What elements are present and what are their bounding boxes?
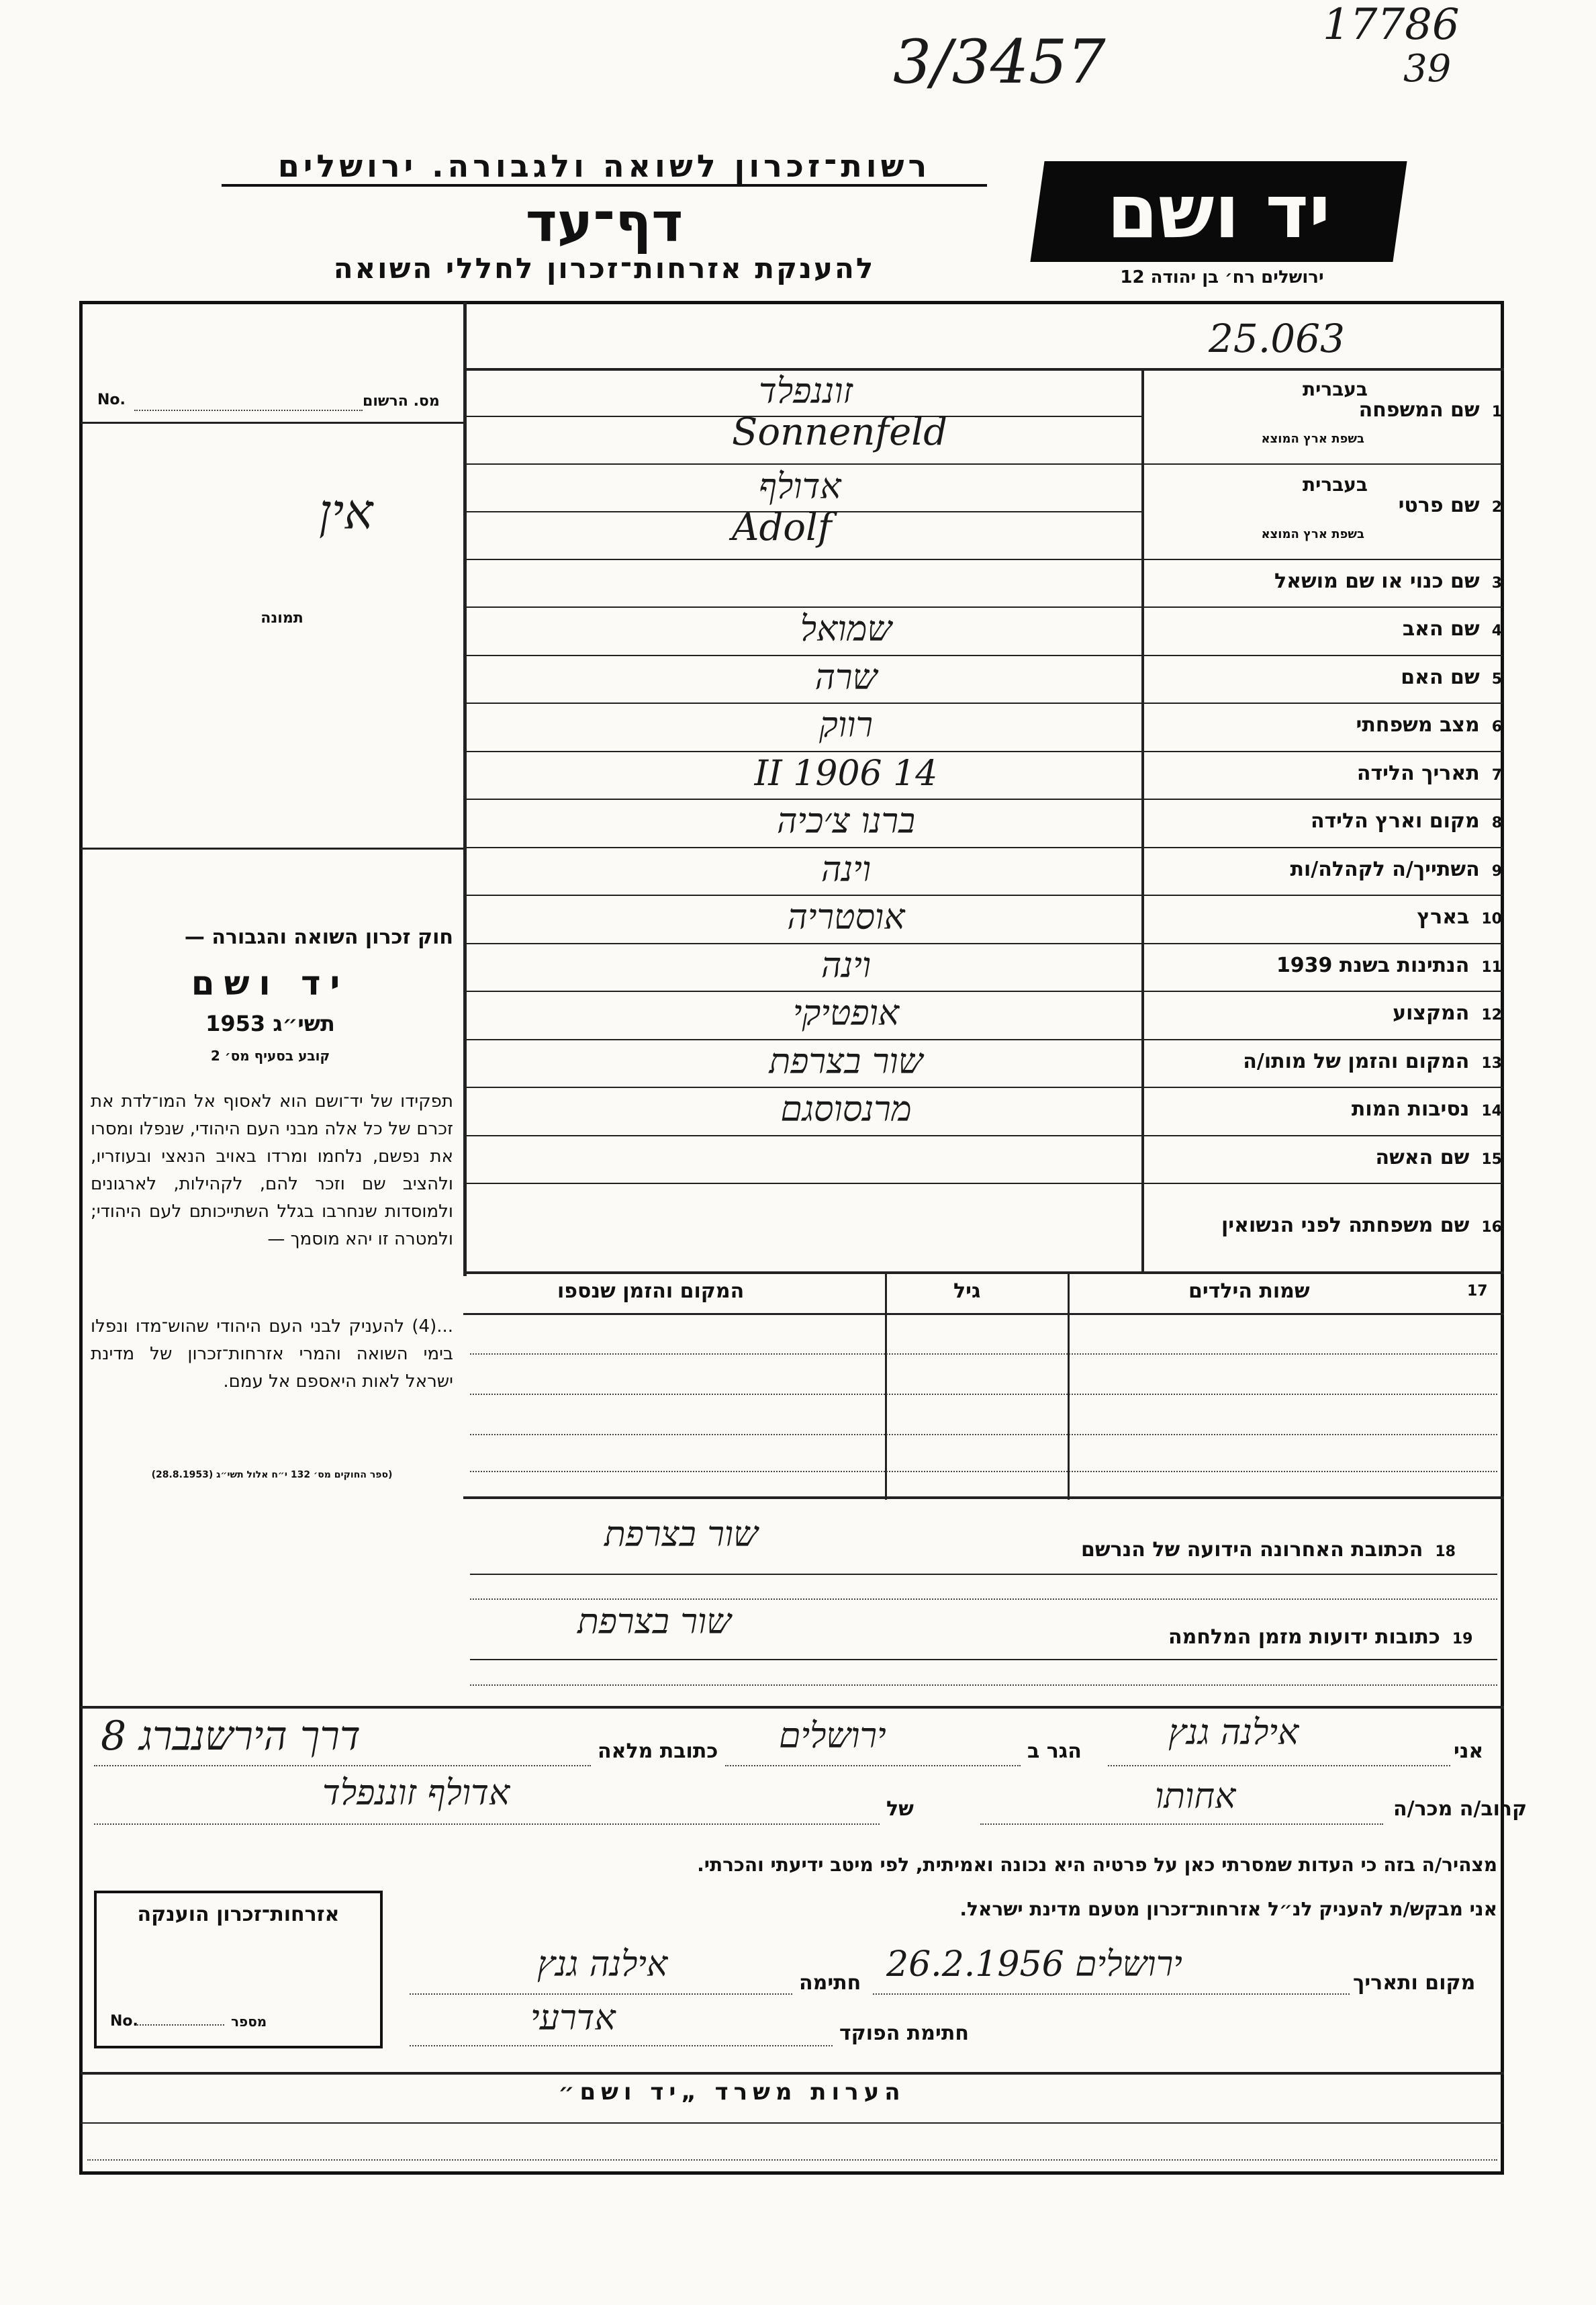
declarant-label: אני xyxy=(1454,1739,1484,1763)
field-16-label: 16שם משפחתה לפני הנשואין xyxy=(1221,1214,1502,1237)
field-9-label: 9השתייך/ה לקהלה/ות xyxy=(1290,857,1502,881)
field-7-value: 14 II 1906 xyxy=(754,754,938,794)
page-number: 17786 xyxy=(1323,0,1460,50)
full-address-value: דרך הירשנברג 8 xyxy=(101,1713,361,1760)
field-7-label: 7תאריך הלידה xyxy=(1356,761,1502,785)
official-signature-value: אדרעי xyxy=(530,1998,616,2038)
signature-label: חתימה xyxy=(799,1971,861,1995)
field-11-value: וינה xyxy=(820,946,872,986)
field-15-label: 15שם האשה xyxy=(1375,1145,1502,1169)
resides-label: הגר ב xyxy=(1027,1739,1082,1763)
field-12-label: 12המקצוע xyxy=(1393,1001,1502,1025)
field-14-label: 14נסיבות המות xyxy=(1351,1097,1502,1121)
photo-handwritten: אין xyxy=(319,484,373,540)
statement: מצהיר/ה בזה כי העדות שמסרתי כאן על פרטיה היא נכונה ואמיתית, לפי מיטב ידיעתי והכרתי. xyxy=(697,1854,1497,1876)
yad-vashem-logo: יד ושם xyxy=(1030,161,1407,262)
resides-value: ירושלים xyxy=(779,1716,886,1756)
photo-label: תמונה xyxy=(261,610,303,627)
field-5-label: 5שם האם xyxy=(1401,665,1502,689)
address-18-label: 18הכתובת האחרונה הידועה של הנרשם xyxy=(1081,1538,1456,1562)
field-2-label: 2שם פרטי xyxy=(1398,494,1502,517)
authority-name: רשות־זכרון לשואה ולגבורה. ירושלים xyxy=(222,148,987,187)
field-6-label: 6מצב משפחתי xyxy=(1356,713,1502,737)
field-1-hebrew-value: זוננפלד xyxy=(759,371,853,412)
children-num: 17 xyxy=(1467,1283,1488,1300)
field-1-hebrew-sublabel: בעברית xyxy=(1302,378,1368,400)
children-names-header: שמות הילדים xyxy=(1188,1279,1310,1303)
law-paragraph-1: תפקידו של יד־ושם הוא לאסוף אל המו־לדת את זכרם של כל אלה מבני העם היהודי, שנפלו ומסרו את נפשם, נלחמו ומרדו באויב הנאצי ובעוזריו, ולהציב שם וזכר להם, לקהילות, לארגונים ולמוסדות שנחרבו בגלל השתייכותם לעם היהודי; ולמטרה זו יהא מוסמך — xyxy=(91,1091,453,1249)
relative-label: קרוב/ה מכר/ה xyxy=(1393,1797,1528,1821)
field-10-label: 10בארץ xyxy=(1417,905,1502,929)
full-address-label: כתובת מלאה xyxy=(598,1739,718,1763)
certificate-title: אזרחות־זכרון הוענקה xyxy=(137,1903,340,1926)
field-8-label: 8מקום וארץ הלידה xyxy=(1310,809,1502,833)
field-9-value: וינה xyxy=(820,850,872,890)
field-2-origin-sublabel: בשפת ארץ המוצא xyxy=(1261,527,1364,541)
signature-value: אילנה גנץ xyxy=(537,1944,668,1985)
certificate-number-label: מספר xyxy=(231,2014,267,2030)
office-notes-label: הערות משרד „יד ושם״ xyxy=(558,2079,906,2106)
address-19-value: שור בצרפת xyxy=(577,1602,731,1642)
field-1-label: 1שם המשפחה xyxy=(1358,398,1502,422)
law-citation: (ספר החוקים מס׳ 132 י״ח אלול תשי״ג (28.8.1953) xyxy=(151,1470,393,1480)
field-13-value: שור בצרפת xyxy=(769,1042,923,1082)
certificate-box xyxy=(94,1891,383,2048)
registration-label: מס. הרשום xyxy=(363,393,440,410)
address-19-label: 19כתובות ידועות מזמן המלחמה xyxy=(1168,1625,1473,1649)
of-value: אדולף זוננפלד xyxy=(322,1773,510,1813)
field-13-label: 13המקום והזמן של מותו/ה xyxy=(1243,1049,1502,1073)
certificate-no-label: No. xyxy=(110,2013,138,2030)
archive-number: 3/3457 xyxy=(893,27,1106,97)
address-18-value: שור בצרפת xyxy=(604,1515,758,1555)
law-paragraph-2: ...(4) להעניק לבני העם היהודי שהוש־מדו ונפלו בימי השואה והמרי אזרחות־זכרון של מדינת ישראל לאות היאספם אל עמם. xyxy=(91,1316,453,1392)
field-5-value: שרה xyxy=(814,658,878,698)
field-4-label: 4שם האב xyxy=(1402,617,1502,641)
page-sub-number: 39 xyxy=(1403,47,1452,91)
field-2-hebrew-sublabel: בעברית xyxy=(1302,473,1368,496)
children-age-header: גיל xyxy=(953,1279,981,1303)
field-11-label: 11הנתינות בשנת 1939 xyxy=(1276,953,1502,977)
official-signature-label: חתימת הפוקד xyxy=(839,2022,969,2045)
law-heading: חוק זכרון השואה והגבורה — xyxy=(184,925,453,949)
children-place-header: המקום והזמן שנספו xyxy=(557,1279,745,1303)
registration-no-label: No. xyxy=(97,392,126,408)
relative-value: אחותו xyxy=(1155,1776,1236,1817)
field-10-value: אוסטריה xyxy=(787,897,905,938)
place-date-label: מקום ותאריך xyxy=(1353,1971,1476,1995)
field-3-label: 3שם כנוי או שם מושאל xyxy=(1274,569,1502,593)
declarant-value: אילנה גנץ xyxy=(1168,1713,1299,1753)
address: ירושלים רח׳ בן יהודה 12 xyxy=(1120,267,1324,287)
field-6-value: רווק xyxy=(819,705,873,745)
form-subtitle: להענקת אזרחות־זכרון לחללי השואה xyxy=(333,252,876,285)
field-2-hebrew-value: אדולף xyxy=(759,467,841,507)
form-title: דף־עד xyxy=(525,191,684,254)
field-4-value: שמואל xyxy=(800,609,892,649)
field-2-origin-value: Adolf xyxy=(732,506,832,549)
place-date-value: ירושלים 26.2.1956 xyxy=(886,1944,1182,1985)
of-label: של xyxy=(886,1797,914,1821)
field-8-value: ברנו צ׳כיה xyxy=(776,801,916,842)
field-1-origin-sublabel: בשפת ארץ המוצא xyxy=(1261,432,1364,446)
request: אני מבקש/ת להעניק לנ״ל אזרחות־זכרון מטעם מדינת ישראל. xyxy=(959,1898,1497,1920)
registration-value: 25.063 xyxy=(1209,316,1345,361)
field-14-value: מרנסוסגם xyxy=(780,1089,912,1130)
law-year: תשי״ג 1953 xyxy=(205,1011,335,1036)
law-clause: קובע בסעיף מס׳ 2 xyxy=(210,1048,330,1064)
field-1-origin-value: Sonnenfeld xyxy=(732,410,948,454)
law-name: יד ושם xyxy=(191,964,350,1003)
field-12-value: אופטיקי xyxy=(792,993,900,1034)
